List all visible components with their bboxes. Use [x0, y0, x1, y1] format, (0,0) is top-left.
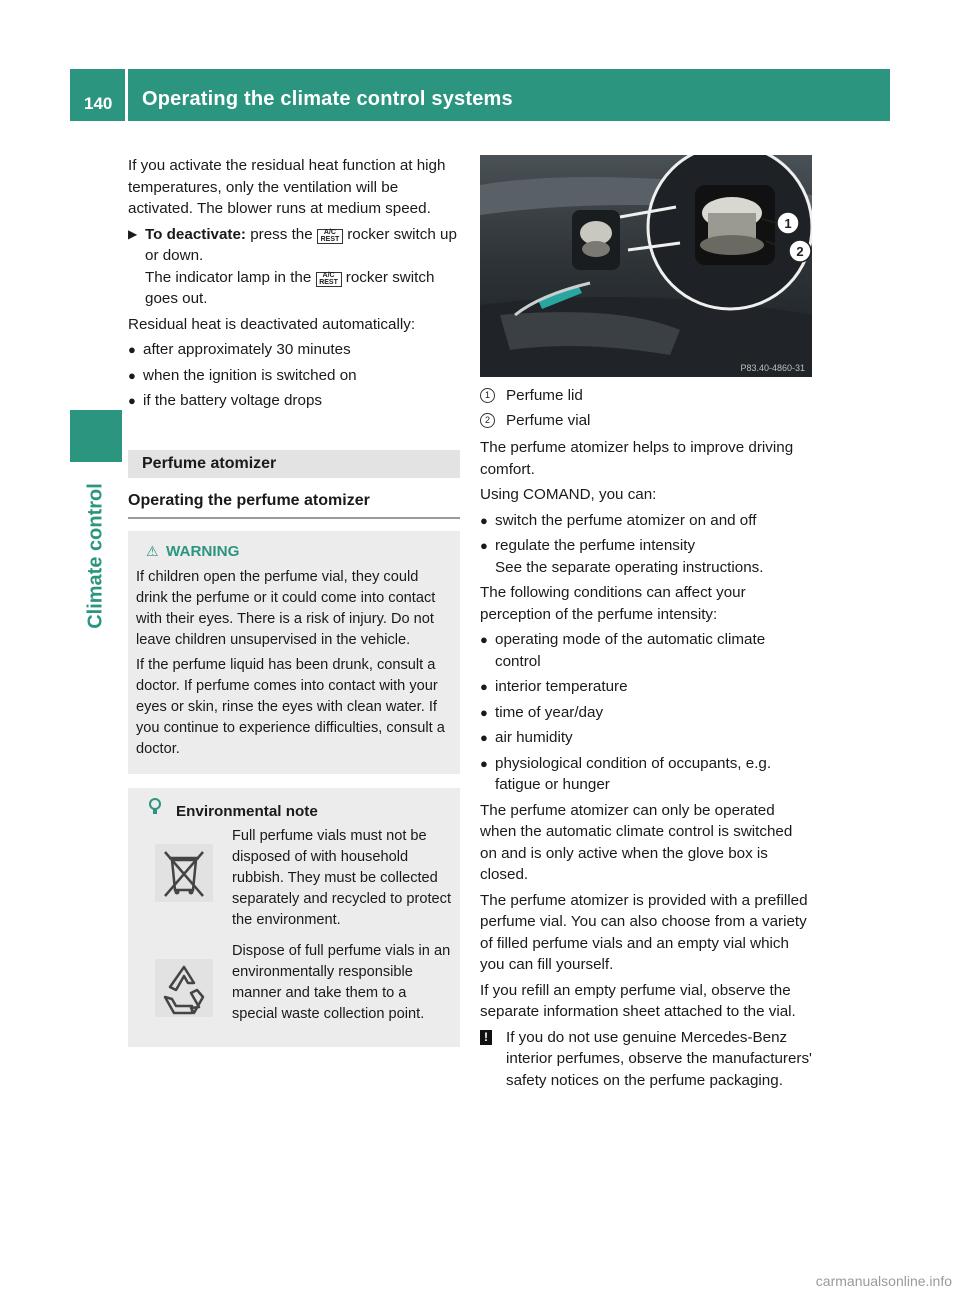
side-tab-label: Climate control: [84, 483, 107, 629]
list-item: ● operating mode of the automatic climate control: [480, 631, 766, 670]
legend-item: 2 Perfume vial: [480, 410, 812, 432]
section-title: Perfume atomizer: [128, 450, 460, 478]
side-accent-block: [70, 410, 122, 462]
list-item: ● interior temperature: [480, 676, 812, 698]
paragraph: If you refill an empty perfume vial, observe the separate information sheet attached to the vial.: [480, 981, 796, 1020]
list-item: ● switch the perfume atomizer on and off: [480, 510, 812, 532]
warning-paragraph: If the perfume liquid has been drunk, consult a doctor. If perfume comes into contact with your eyes or skin, rinse the eyes with clean water. If you continue to experience difficulties, consult a doctor.: [136, 656, 445, 757]
crossed-bin-icon: [136, 826, 232, 931]
exclamation-icon: !: [480, 1030, 492, 1045]
bullet-icon: ●: [128, 393, 136, 408]
left-column: [128, 155, 460, 1047]
perfume-atomizer-photo: [480, 155, 812, 377]
recycling-icon: [136, 941, 232, 1025]
list-item: ● after approximately 30 minutes: [128, 339, 460, 361]
bullet-icon: ●: [128, 342, 136, 357]
caution-note: ! If you do not use genuine Mercedes-Benz interior perfumes, observe the manufacturers' safety notices on the perfume packaging.: [480, 1027, 812, 1092]
bullet-icon: ●: [480, 512, 488, 528]
ac-rest-key-icon: A/C REST: [316, 272, 342, 287]
ac-rest-key-icon: A/C REST: [317, 229, 343, 244]
intro-paragraph: If you activate the residual heat function at high temperatures, only the ventilation will be activated. The blower runs at medium speed.: [128, 157, 446, 217]
chapter-title: Operating the climate control systems: [142, 88, 513, 110]
bullet-icon: ●: [480, 730, 488, 745]
bullet-icon: ●: [480, 538, 488, 553]
step-label: To deactivate:: [145, 225, 246, 243]
callout-number: 2: [480, 413, 495, 428]
paragraph: The following conditions can affect your perception of the perfume intensity:: [480, 584, 746, 623]
step-text-after: rocker switch up or down.: [145, 225, 457, 264]
step-arrow-icon: ▶: [128, 226, 138, 241]
step-line2-after: rocker switch goes out.: [145, 268, 435, 307]
warning-title: ⚠ WARNING: [136, 541, 452, 563]
step-text-before: press the: [250, 225, 313, 243]
page-number: 140: [84, 94, 113, 113]
paragraph: Using COMAND, you can:: [480, 486, 657, 503]
callout-1: 1: [784, 216, 792, 231]
sub-note: See the separate operating instructions.: [495, 558, 764, 576]
env-text: Full perfume vials must not be disposed of with household rubbish. They must be collected separately and recycled to protect the environment.: [232, 828, 452, 928]
warning-triangle-icon: ⚠: [146, 543, 159, 559]
environmental-note-box: [128, 788, 460, 1048]
warning-box: [128, 531, 460, 774]
bullet-icon: ●: [480, 704, 488, 720]
callout-number: 1: [480, 388, 495, 403]
list-item: ● air humidity: [480, 727, 812, 749]
legend-item: 1 Perfume lid: [480, 385, 812, 407]
list-item: ● physiological condition of occupants, e.g. fatigue or hunger: [480, 754, 772, 793]
env-item: [136, 941, 452, 1025]
auto-off-intro: Residual heat is deactivated automatically:: [128, 315, 416, 333]
step-line2-before: The indicator lamp in the: [145, 268, 312, 286]
paragraph: The perfume atomizer can only be operated when the automatic climate control is switched on and is only active when the glove box is closed.: [480, 801, 793, 883]
paragraph: The perfume atomizer helps to improve driving comfort.: [480, 439, 794, 478]
list-item: ● regulate the perfume intensity See the separate operating instructions.: [480, 537, 764, 576]
env-note-title: Environmental note: [136, 798, 452, 823]
list-item: ● when the ignition is switched on: [128, 365, 460, 387]
bullet-icon: ●: [480, 632, 488, 647]
side-tab: [70, 476, 122, 636]
list-item: ● time of year/day: [480, 702, 812, 724]
header-divider: [125, 69, 128, 121]
photo-code: P83.40-4860-31: [740, 363, 805, 373]
list-item: ● if the battery voltage drops: [128, 390, 460, 412]
paragraph: The perfume atomizer is provided with a prefilled perfume vial. You can also choose from a variety of filled perfume vials and an empty vial which you can fill yourself.: [480, 891, 808, 973]
callout-2: 2: [796, 244, 804, 259]
env-item: [136, 826, 452, 931]
bullet-icon: ●: [480, 755, 488, 771]
warning-paragraph: If children open the perfume vial, they could drink the perfume or it could come into contact with their eyes. There is a risk of injury. Do not leave children unsupervised in the vehicle.: [136, 568, 436, 648]
lightbulb-icon: [148, 798, 168, 823]
env-text: Dispose of full perfume vials in an environmentally responsible manner and take them to a special waste collection point.: [232, 943, 451, 1022]
right-column: [480, 155, 812, 1091]
page-header: [70, 69, 890, 121]
bullet-icon: ●: [128, 367, 136, 383]
bullet-icon: ●: [480, 679, 488, 694]
deactivate-step: [128, 224, 460, 310]
sub-heading: Operating the perfume atomizer: [128, 490, 460, 520]
watermark: carmanualsonline.info: [815, 1272, 952, 1289]
